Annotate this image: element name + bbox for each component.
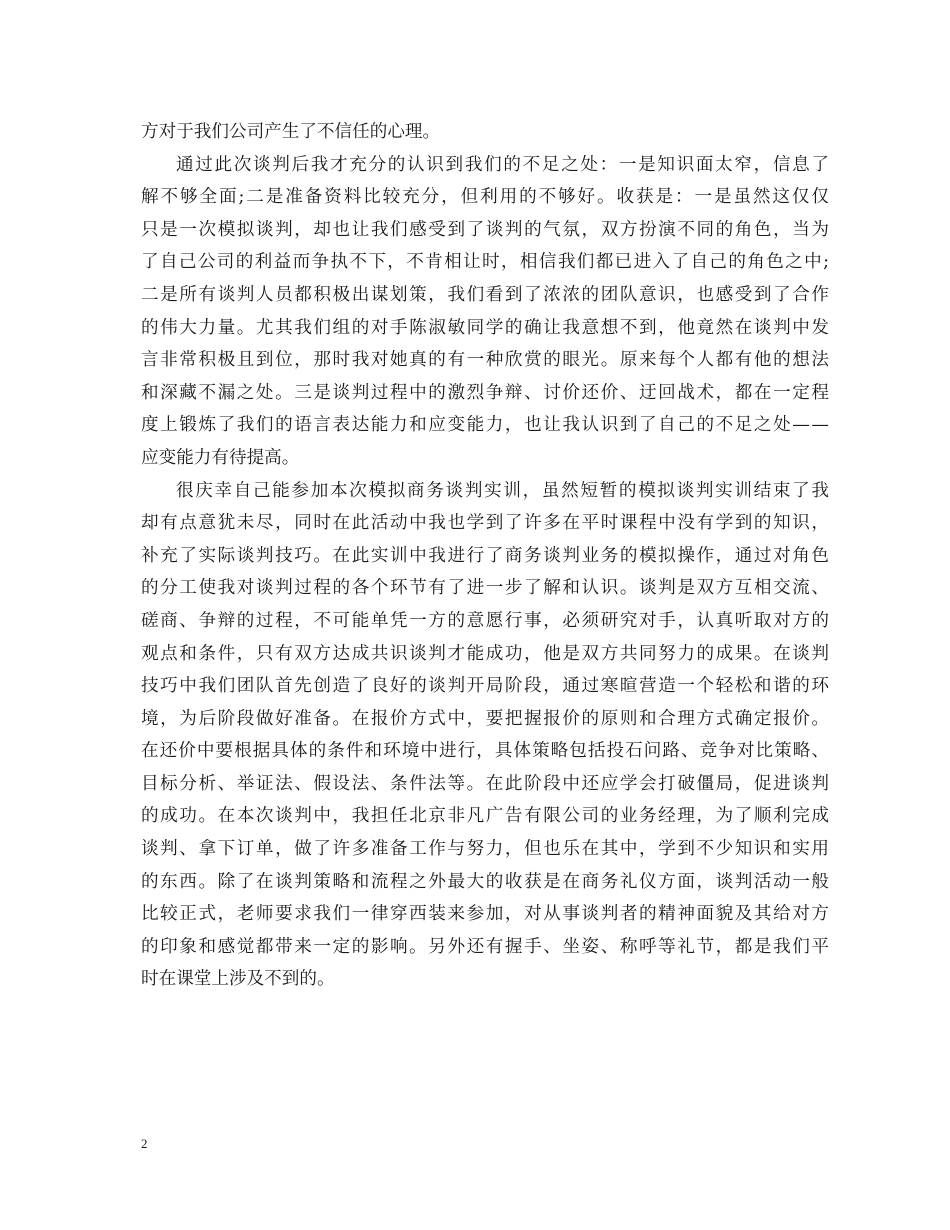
text-line: 言非常积极且到位，那时我对她真的有一种欣赏的眼光。原来每个人都有他的想法 xyxy=(141,350,831,371)
paragraph xyxy=(141,149,829,475)
text-line: 补充了实际谈判技巧。在此实训中我进行了商务谈判业务的模拟操作，通过对角色 xyxy=(141,545,831,566)
text-line: 时在课堂上涉及不到的。 xyxy=(141,969,335,990)
text-line: 和深藏不漏之处。三是谈判过程中的激烈争辩、讨价还价、迂回战术，都在一定程 xyxy=(141,382,831,403)
text-line: 在还价中要根据具体的条件和环境中进行，具体策略包括投石问路、竞争对比策略、 xyxy=(141,741,831,762)
text-line: 解不够全面;二是准备资料比较充分，但利用的不够好。收获是：一是虽然这仅仅 xyxy=(141,187,831,208)
paragraph xyxy=(141,475,829,997)
text-line: 观点和条件，只有双方达成共识谈判才能成功，他是双方共同努力的成果。在谈判 xyxy=(141,643,831,664)
text-line: 磋商、争辩的过程，不可能单凭一方的意愿行事，必须研究对手，认真听取对方的 xyxy=(141,610,831,631)
text-line: 应变能力有待提高。 xyxy=(141,447,300,468)
text-line: 只是一次模拟谈判，却也让我们感受到了谈判的气氛，双方扮演不同的角色，当为 xyxy=(141,219,831,240)
page-number: 2 xyxy=(141,1136,148,1151)
text-line: 通过此次谈判后我才充分的认识到我们的不足之处：一是知识面太窄，信息了 xyxy=(176,154,831,175)
text-line: 的印象和感觉都带来一定的影响。另外还有握手、坐姿、称呼等礼节，都是我们平 xyxy=(141,936,831,957)
text-line: 的分工使我对谈判过程的各个环节有了进一步了解和认识。谈判是双方互相交流、 xyxy=(141,578,831,599)
text-line: 度上锻炼了我们的语言表达能力和应变能力，也让我认识到了自己的不足之处—— xyxy=(141,415,831,436)
text-line: 二是所有谈判人员都积极出谋划策，我们看到了浓浓的团队意识，也感受到了合作 xyxy=(141,284,831,305)
text-line: 境，为后阶段做好准备。在报价方式中，要把握报价的原则和合理方式确定报价。 xyxy=(141,708,831,729)
text-line: 的伟大力量。尤其我们组的对手陈淑敏同学的确让我意想不到，他竟然在谈判中发 xyxy=(141,317,831,338)
document-body xyxy=(141,116,829,996)
text-line: 很庆幸自己能参加本次模拟商务谈判实训，虽然短暂的模拟谈判实训结束了我 xyxy=(176,480,831,501)
text-line: 的东西。除了在谈判策略和流程之外最大的收获是在商务礼仪方面，谈判活动一般 xyxy=(141,871,831,892)
text-line: 了自己公司的利益而争执不下，不肯相让时，相信我们都已进入了自己的角色之中; xyxy=(141,252,831,273)
paragraph xyxy=(141,116,829,149)
text-line: 技巧中我们团队首先创造了良好的谈判开局阶段，通过寒暄营造一个轻松和谐的环 xyxy=(141,676,831,697)
text-line: 目标分析、举证法、假设法、条件法等。在此阶段中还应学会打破僵局，促进谈判 xyxy=(141,773,831,794)
text-line: 谈判、拿下订单，做了许多准备工作与努力，但也乐在其中，学到不少知识和实用 xyxy=(141,839,831,860)
text-line: 的成功。在本次谈判中，我担任北京非凡广告有限公司的业务经理，为了顺利完成 xyxy=(141,806,831,827)
text-line: 比较正式，老师要求我们一律穿西装来参加，对从事谈判者的精神面貌及其给对方 xyxy=(141,904,831,925)
text-line: 却有点意犹未尽，同时在此活动中我也学到了许多在平时课程中没有学到的知识， xyxy=(141,513,831,534)
text-line: 方对于我们公司产生了不信任的心理。 xyxy=(141,122,441,142)
